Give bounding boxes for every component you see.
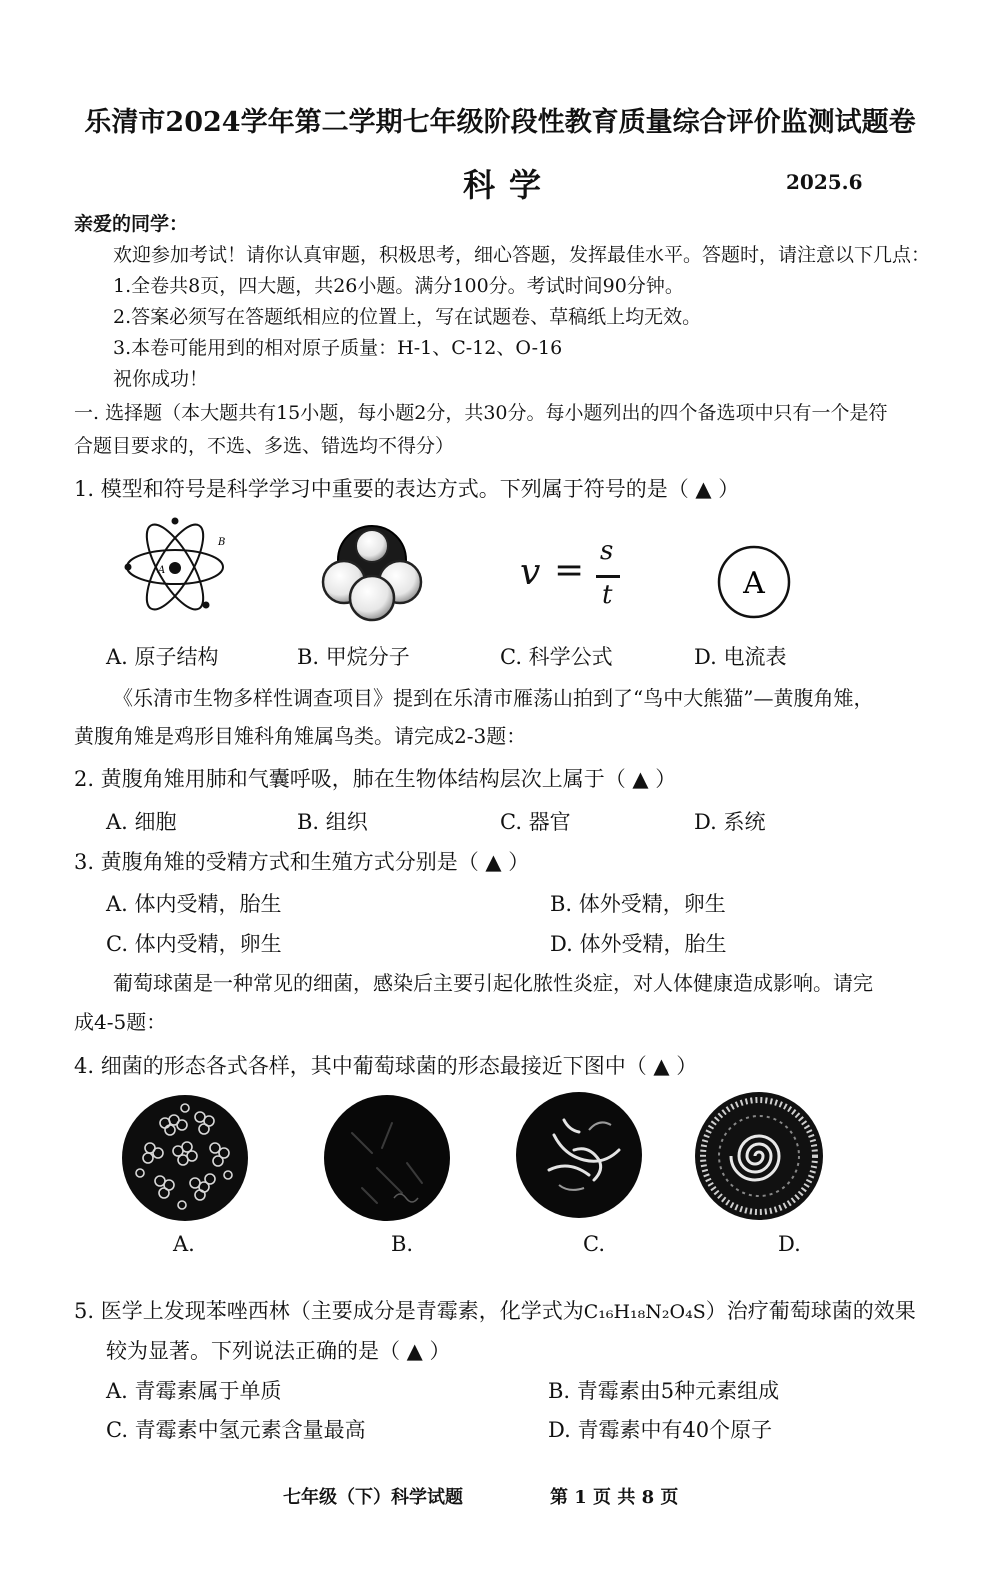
q3-option-a[interactable]: A. 体内受精，胎生 <box>106 892 282 916</box>
penicillin-formula: C₁₆H₁₈N₂O₄S <box>583 1301 706 1323</box>
atom-label-b: B <box>218 537 226 548</box>
rule-1: 1.全卷共8页，四大题，共26小题。满分100分。考试时间90分钟。 <box>113 275 684 297</box>
footer-subject: 七年级（下）科学试题 <box>283 1487 463 1508</box>
question-2-stem: 2. 黄腹角雉用肺和气囊呼吸，肺在生物体结构层次上属于（ ▲ ） <box>74 767 677 791</box>
q2-option-c[interactable]: C. 器官 <box>500 810 571 834</box>
formula-t: t <box>602 580 613 610</box>
passage-1-line-2: 黄腹角雉是鸡形目雉科角雉属鸟类。请完成2-3题： <box>74 724 527 748</box>
ammeter-symbol-image <box>716 544 792 620</box>
q4-label-b[interactable]: B. <box>391 1232 414 1256</box>
fraction-bar <box>596 575 620 578</box>
question-3-stem: 3. 黄腹角雉的受精方式和生殖方式分别是（ ▲ ） <box>74 850 530 874</box>
q3-option-d[interactable]: D. 体外受精，胎生 <box>550 932 727 956</box>
question-1-stem: 1. 模型和符号是科学学习中重要的表达方式。下列属于符号的是（ ▲ ） <box>74 477 740 501</box>
methane-molecule-image <box>320 520 425 620</box>
atom-structure-image <box>120 515 230 615</box>
welcome-text: 欢迎参加考试！请你认真审题，积极思考，细心答题，发挥最佳水平。答题时，请注意以下几点： <box>113 244 931 266</box>
q1-option-a[interactable]: A. 原子结构 <box>106 645 219 669</box>
q1-option-d[interactable]: D. 电流表 <box>694 645 787 669</box>
subject-title: 科学 <box>463 166 556 204</box>
q5-option-a[interactable]: A. 青霉素属于单质 <box>106 1379 282 1403</box>
question-5-stem-line-1 <box>74 1295 916 1325</box>
exam-date: 2025.6 <box>786 170 863 194</box>
q3-option-b[interactable]: B. 体外受精，卵生 <box>550 892 726 916</box>
passage-1-line-1: 《乐清市生物多样性调查项目》提到在乐清市雁荡山拍到了“鸟中大熊猫”—黄腹角雉， <box>113 686 874 710</box>
velocity-formula <box>518 536 628 620</box>
q5-stem-post: ）治疗葡萄球菌的效果 <box>705 1299 916 1323</box>
q5-stem-pre: 5. 医学上发现苯唑西林（主要成分是青霉素，化学式为 <box>74 1299 584 1323</box>
bacteria-image-a <box>120 1093 250 1223</box>
q1-option-b[interactable]: B. 甲烷分子 <box>297 645 410 669</box>
q3-option-c[interactable]: C. 体内受精，卵生 <box>106 932 282 956</box>
wish-text: 祝你成功！ <box>113 368 209 390</box>
formula-v: v <box>520 552 541 593</box>
section-1-header-line-1: 一. 选择题（本大题共有15小题，每小题2分，共30分。每小题列出的四个备选项中只有一个是符 <box>74 402 888 424</box>
question-5-stem-line-2: 较为显著。下列说法正确的是（ ▲ ） <box>106 1339 451 1363</box>
question-4-stem: 4. 细菌的形态各式各样，其中葡萄球菌的形态最接近下图中（ ▲ ） <box>74 1054 698 1078</box>
bacteria-image-d <box>693 1090 825 1222</box>
q2-option-d[interactable]: D. 系统 <box>694 810 766 834</box>
atom-label-a: A <box>158 565 166 576</box>
footer-page-number: 第 1 页 共 8 页 <box>550 1487 679 1508</box>
q5-option-b[interactable]: B. 青霉素由5种元素组成 <box>548 1379 780 1403</box>
q5-option-c[interactable]: C. 青霉素中氢元素含量最高 <box>106 1418 366 1442</box>
passage-2-line-1: 葡萄球菌是一种常见的细菌，感染后主要引起化脓性炎症，对人体健康造成影响。请完 <box>113 971 873 995</box>
q4-label-d[interactable]: D. <box>778 1232 801 1256</box>
formula-s: s <box>600 536 614 566</box>
q2-option-a[interactable]: A. 细胞 <box>106 810 177 834</box>
ammeter-letter: A <box>743 566 765 601</box>
bacteria-image-c <box>514 1090 644 1220</box>
rule-2: 2.答案必须写在答题纸相应的位置上，写在试题卷、草稿纸上均无效。 <box>113 306 702 328</box>
q4-label-c[interactable]: C. <box>583 1232 605 1256</box>
exam-title: 乐清市2024学年第二学期七年级阶段性教育质量综合评价监测试题卷 <box>84 107 916 138</box>
rule-3: 3.本卷可能用到的相对原子质量：H-1、C-12、O-16 <box>113 337 563 359</box>
q2-option-b[interactable]: B. 组织 <box>297 810 368 834</box>
bacteria-image-b <box>322 1093 452 1223</box>
formula-equals: = <box>554 550 585 591</box>
q1-option-c[interactable]: C. 科学公式 <box>500 645 613 669</box>
q5-option-d[interactable]: D. 青霉素中有40个原子 <box>548 1418 773 1442</box>
q4-label-a[interactable]: A. <box>173 1232 195 1256</box>
section-1-header-line-2: 合题目要求的，不选、多选、错选均不得分） <box>74 435 455 457</box>
greeting: 亲爱的同学： <box>74 213 189 235</box>
passage-2-line-2: 成4-5题： <box>74 1010 167 1034</box>
